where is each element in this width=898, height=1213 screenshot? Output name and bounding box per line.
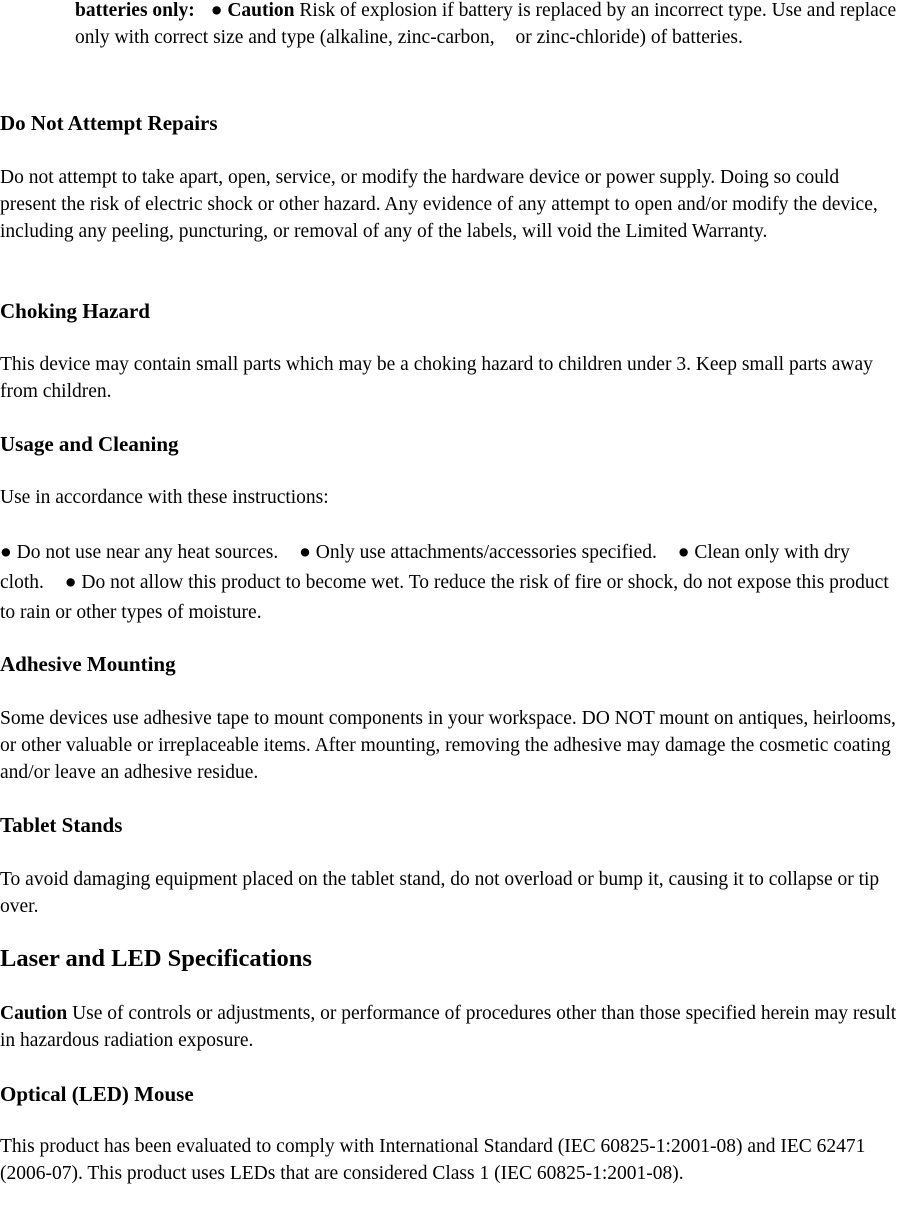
choking-paragraph: This device may contain small parts which may be a choking hazard to children under 3. Keep small parts away from children. xyxy=(0,354,873,402)
heading-optical-mouse: Optical (LED) Mouse xyxy=(0,1082,194,1106)
heading-do-not-attempt-repairs: Do Not Attempt Repairs xyxy=(0,111,218,135)
caution-label: Caution xyxy=(0,1003,68,1024)
tablet-paragraph: To avoid damaging equipment placed on the tablet stand, do not overload or bump it, causing it to collapse or tip over. xyxy=(0,869,880,917)
usage-intro: Use in accordance with these instructions: xyxy=(0,487,329,508)
battery-caution-text: Risk of explosion if battery is replaced by an incorrect type. Use and replace only with correct size and type (alkaline, zinc-carbon, xyxy=(75,0,897,48)
laser-caution-text: Use of controls or adjustments, or performance of procedures other than those specified herein may result in hazardous radiation exposure. xyxy=(0,1003,897,1051)
usage-bullets xyxy=(0,538,898,628)
heading-choking-hazard: Choking Hazard xyxy=(0,299,150,323)
caution-bullet-label: ● Caution xyxy=(210,0,295,21)
bullet-heat: ● Do not use near any heat sources. xyxy=(0,542,279,563)
heading-tablet-stands: Tablet Stands xyxy=(0,813,123,837)
bullet-wet: ● Do not allow this product to become wet. To reduce the risk of fire or shock, do not expose this product to rain or other types of moisture. xyxy=(0,572,889,623)
bullet-attachments: ● Only use attachments/accessories specified. xyxy=(299,542,657,563)
heading-laser-led: Laser and LED Specifications xyxy=(0,945,312,972)
bullet-clean: ● Clean only with dry cloth. xyxy=(0,542,850,593)
heading-adhesive-mounting: Adhesive Mounting xyxy=(0,652,176,676)
adhesive-paragraph: Some devices use adhesive tape to mount components in your workspace. DO NOT mount on antiques, heirlooms, or other valuable or irreplaceable items. After mounting, removing the adhesive may damage the cosmetic coating and/or leave an adhesive residue. xyxy=(0,708,896,783)
optical-paragraph: This product has been evaluated to comply with International Standard (IEC 60825-1:2001-08) and IEC 62471 (2006-07). This product uses LEDs that are considered Class 1 (IEC 60825-1:2001-08). xyxy=(0,1136,866,1184)
battery-caution-tail: or zinc-chloride) of batteries. xyxy=(515,27,743,48)
battery-caution-paragraph xyxy=(75,0,898,51)
repairs-paragraph: Do not attempt to take apart, open, service, or modify the hardware device or power supply. Doing so could present the risk of electric shock or other hazard. Any evidence of any attempt to open and/or modify the device, including any peeling, puncturing, or removal of any of the labels, will void the Limited Warranty. xyxy=(0,167,878,242)
batteries-only-label: batteries only: xyxy=(75,0,195,21)
laser-caution-paragraph xyxy=(0,1000,898,1054)
heading-usage-and-cleaning: Usage and Cleaning xyxy=(0,432,179,456)
